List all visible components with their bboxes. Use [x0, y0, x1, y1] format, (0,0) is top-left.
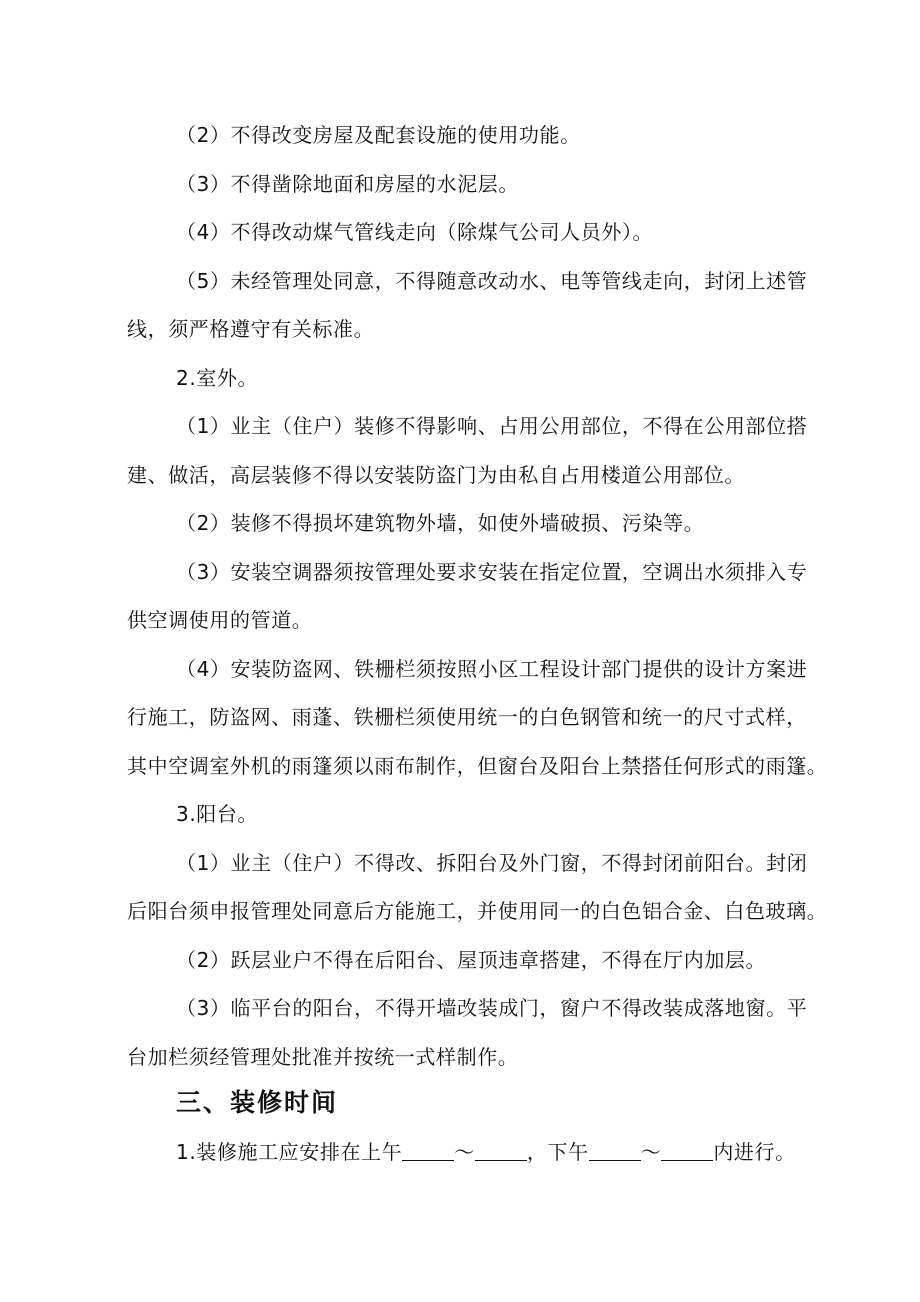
- outdoor-4-line-3: 其中空调室外机的雨篷须以雨布制作，但窗台及阳台上禁搭任何形式的雨篷。: [127, 754, 828, 778]
- balcony-3-line-1: （3）临平台的阳台，不得开墙改装成门，窗户不得改装成落地窗。平: [176, 996, 808, 1020]
- outdoor-2: （2）装修不得损坏建筑物外墙，如使外墙破损、污染等。: [176, 511, 705, 535]
- outdoor-4-line-1: （4）安装防盗网、铁栅栏须按照小区工程设计部门提供的设计方案进: [176, 657, 808, 681]
- afternoon-end-blank[interactable]: [661, 1140, 713, 1161]
- section-3-title: 3.阳台。: [176, 802, 259, 826]
- balcony-1-line-2: 后阳台须申报管理处同意后方能施工，并使用同一的白色铝合金、白色玻璃。: [127, 899, 828, 923]
- outdoor-1-line-2: 建、做活，高层装修不得以安装防盗门为由私自占用楼道公用部位。: [127, 463, 745, 487]
- morning-start-blank[interactable]: [402, 1140, 454, 1161]
- morning-end-blank[interactable]: [475, 1140, 527, 1161]
- paragraph-3: （3）不得凿除地面和房屋的水泥层。: [176, 172, 519, 196]
- outdoor-1-line-1: （1）业主（住户）装修不得影响、占用公用部位，不得在公用部位搭: [176, 414, 808, 438]
- paragraph-4: （4）不得改动煤气管线走向（除煤气公司人员外）。: [176, 220, 654, 244]
- paragraph-5-line-1: （5）未经管理处同意，不得随意改动水、电等管线走向，封闭上述管: [176, 269, 808, 293]
- paragraph-5-line-2: 线，须严格遵守有关标准。: [127, 317, 375, 341]
- balcony-3-line-2: 台加栏须经管理处批准并按统一式样制作。: [127, 1045, 519, 1069]
- tilde-1: ～: [454, 1140, 475, 1164]
- outdoor-4-line-2: 行施工，防盗网、雨蓬、铁栅栏须使用统一的白色钢管和统一的尺寸式样，: [127, 705, 807, 729]
- tilde-2: ～: [640, 1140, 662, 1164]
- afternoon-start-blank[interactable]: [589, 1140, 641, 1161]
- time-line-part-2: ，下午: [526, 1140, 589, 1164]
- time-line-part-3: 内进行。: [713, 1140, 796, 1164]
- paragraph-2: （2）不得改变房屋及配套设施的使用功能。: [176, 123, 581, 147]
- time-line: [176, 1137, 796, 1167]
- outdoor-3-line-2: 供空调使用的管道。: [127, 608, 313, 632]
- section-heading: 三、装修时间: [176, 1088, 339, 1117]
- outdoor-3-line-1: （3）安装空调器须按管理处要求安装在指定位置，空调出水须排入专: [176, 560, 808, 584]
- balcony-2: （2）跃层业户不得在后阳台、屋顶违章搭建，不得在厅内加层。: [176, 948, 767, 972]
- section-2-title: 2.室外。: [176, 366, 259, 390]
- time-line-part-1: 1.装修施工应安排在上午: [176, 1140, 403, 1164]
- balcony-1-line-1: （1）业主（住户）不得改、拆阳台及外门窗，不得封闭前阳台。封闭: [176, 851, 808, 875]
